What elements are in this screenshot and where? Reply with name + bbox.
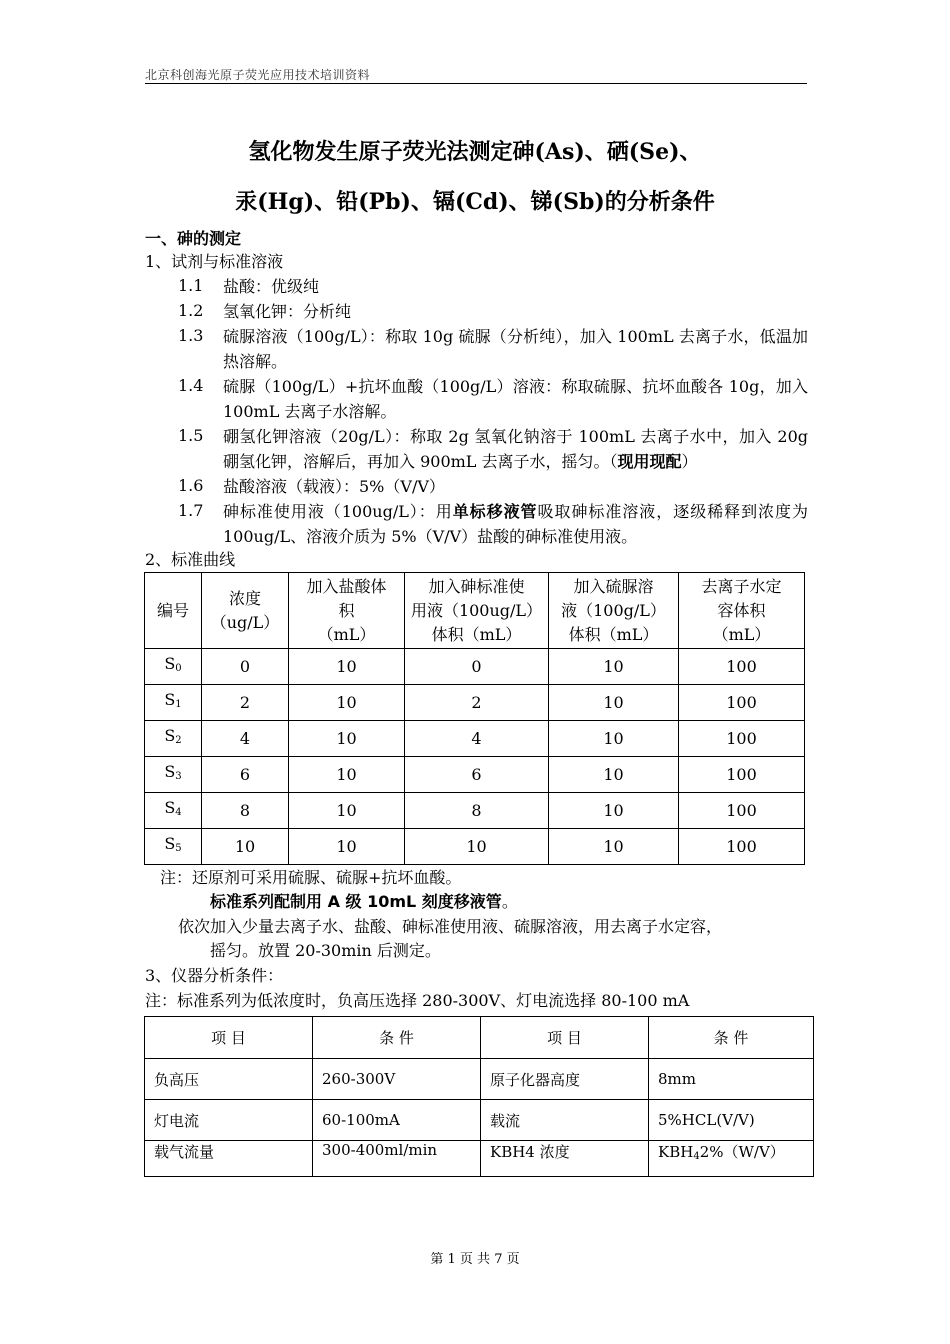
note-end: 。 xyxy=(501,892,518,911)
table-cell: 0 xyxy=(405,649,549,685)
subheading-calibration: 2、标准曲线 xyxy=(145,550,236,569)
table-cell: 灯电流 xyxy=(145,1100,313,1141)
header-cell xyxy=(679,573,805,649)
doc-title-line1: 氢化物发生原子荧光法测定砷(As)、硒(Se)、 xyxy=(248,139,702,165)
item-text-end: ） xyxy=(681,452,698,471)
table-cell: 260-300V xyxy=(313,1059,481,1100)
table-row xyxy=(145,649,805,685)
calibration-table xyxy=(144,572,805,865)
sample-index: 5 xyxy=(175,843,182,854)
item-text-1-7 xyxy=(223,499,808,549)
sample-id-cell xyxy=(145,685,202,721)
header-cell xyxy=(202,573,289,649)
table-cell: 10 xyxy=(289,685,405,721)
procedure-line1: 依次加入少量去离子水、盐酸、砷标准使用液、硫脲溶液，用去离子水定容， xyxy=(178,917,723,936)
table-cell: 100 xyxy=(679,649,805,685)
table-cell: 原子化器高度 xyxy=(481,1059,649,1100)
table-cell: 10 xyxy=(405,829,549,865)
table-cell: 10 xyxy=(202,829,289,865)
table-cell: 8 xyxy=(202,793,289,829)
item-text: 砷标准使用液（100ug/L）：用 xyxy=(223,502,453,521)
sample-index: 3 xyxy=(175,771,182,782)
table-cell: 100 xyxy=(679,757,805,793)
table-header-row xyxy=(145,573,805,649)
sample-letter: S xyxy=(164,690,176,709)
table-cell: 载流 xyxy=(481,1100,649,1141)
header-line: 去离子水定 xyxy=(701,576,782,596)
table-cell: 6 xyxy=(202,757,289,793)
item-text-1-5 xyxy=(223,424,808,474)
cell-text: KBH xyxy=(658,1143,694,1161)
item-text: 硼氢化钾溶液（20g/L）：称取 2g 氢氧化钠溶于 100mL 去离子水中，加入 20g 硼氢化钾，溶解后，再加入 900mL 去离子水，摇匀。（ xyxy=(223,427,808,471)
header-cell: 项 目 xyxy=(145,1017,313,1059)
item-number: 1.4 xyxy=(178,376,204,395)
sample-id-cell xyxy=(145,829,202,865)
sample-letter: S xyxy=(164,726,176,745)
table-row xyxy=(145,1059,814,1100)
table-cell: 10 xyxy=(549,721,679,757)
sample-index: 2 xyxy=(175,735,182,746)
table-cell: 100 xyxy=(679,829,805,865)
header-line: （mL） xyxy=(317,624,376,644)
table-cell: 10 xyxy=(289,649,405,685)
table-cell: 8 xyxy=(405,793,549,829)
item-text: 硫脲（100g/L）+抗坏血酸（100g/L）溶液：称取硫脲、抗坏血酸各 10g，加入 100mL 去离子水溶解。 xyxy=(223,377,808,421)
item-number: 1.1 xyxy=(178,276,204,295)
table-cell: 10 xyxy=(549,793,679,829)
sample-letter: S xyxy=(164,654,176,673)
header-cell: 条 件 xyxy=(649,1017,814,1059)
table-cell: 10 xyxy=(549,757,679,793)
sample-id-cell xyxy=(145,649,202,685)
cell-subscript: 4 xyxy=(693,1151,700,1162)
table-cell: 10 xyxy=(549,649,679,685)
sample-letter: S xyxy=(164,798,176,817)
item-text: 氢氧化钾：分析纯 xyxy=(223,302,352,321)
table-cell: 8mm xyxy=(649,1059,814,1100)
item-text: 盐酸溶液（载液）：5%（V/V） xyxy=(223,477,445,496)
header-cell: 编号 xyxy=(145,573,202,649)
header-line: 加入盐酸体 xyxy=(306,576,387,596)
table-row xyxy=(145,685,805,721)
emphasis-text: 单标移液管 xyxy=(452,502,538,521)
sample-index: 1 xyxy=(175,699,182,710)
header-line: 体积（mL） xyxy=(431,624,522,644)
item-number: 1.5 xyxy=(178,426,204,445)
header-line: 体积（mL） xyxy=(568,624,659,644)
table-row xyxy=(145,829,805,865)
page-footer: 第 1 页 共 7 页 xyxy=(430,1252,520,1267)
table-cell: 载气流量 xyxy=(145,1141,313,1177)
sample-index: 4 xyxy=(175,807,182,818)
sample-id-cell xyxy=(145,721,202,757)
header-cell xyxy=(549,573,679,649)
header-line: 用液（100ug/L） xyxy=(410,600,543,620)
sample-index: 0 xyxy=(175,663,182,674)
table-cell: 10 xyxy=(289,829,405,865)
header-line: 积 xyxy=(338,600,355,620)
item-number: 1.6 xyxy=(178,476,204,495)
table-cell: 0 xyxy=(202,649,289,685)
table-cell: 负高压 xyxy=(145,1059,313,1100)
table-cell: 4 xyxy=(405,721,549,757)
procedure-line2: 摇匀。放置 20-30min 后测定。 xyxy=(210,941,441,960)
note-reductant: 注：还原剂可采用硫脲、硫脲+抗坏血酸。 xyxy=(160,868,462,887)
subheading-reagents: 1、试剂与标准溶液 xyxy=(145,252,284,271)
table-cell: 10 xyxy=(549,685,679,721)
table-cell: 2 xyxy=(405,685,549,721)
table-header-row xyxy=(145,1017,814,1059)
cell-text: 2%（W/V） xyxy=(699,1143,785,1161)
table-cell: 100 xyxy=(679,721,805,757)
header-line: （mL） xyxy=(712,624,771,644)
table-cell: 10 xyxy=(289,721,405,757)
table-row xyxy=(145,757,805,793)
header-line: 加入砷标准使 xyxy=(428,576,525,596)
note-low-concentration: 注：标准系列为低浓度时，负高压选择 280-300V、灯电流选择 80-100 mA xyxy=(145,991,690,1010)
header-cell: 条 件 xyxy=(313,1017,481,1059)
item-text: 盐酸：优级纯 xyxy=(223,277,320,296)
item-number: 1.7 xyxy=(178,501,204,520)
table-cell: 5%HCL(V/V) xyxy=(649,1100,814,1141)
sample-id-cell xyxy=(145,757,202,793)
table-cell: 2 xyxy=(202,685,289,721)
item-number: 1.2 xyxy=(178,301,204,320)
table-cell: KBH4 浓度 xyxy=(481,1141,649,1177)
table-cell: 100 xyxy=(679,793,805,829)
table-cell: 6 xyxy=(405,757,549,793)
header-cell xyxy=(405,573,549,649)
item-text: 吸取砷标准溶液，逐级稀释到浓度为 100ug/L、溶液介质为 5%（V/V）盐酸的砷标准使用液。 xyxy=(223,502,808,546)
section-heading-arsenic: 一、砷的测定 xyxy=(145,229,242,248)
header-rule xyxy=(145,83,807,84)
instrument-conditions-table xyxy=(144,1016,814,1177)
doc-title-line2: 汞(Hg)、铅(Pb)、镉(Cd)、锑(Sb)的分析条件 xyxy=(235,189,715,215)
table-cell xyxy=(649,1141,814,1177)
header-line: 容体积 xyxy=(717,600,766,620)
note-pipette xyxy=(210,890,518,914)
table-row xyxy=(145,1100,814,1141)
page-header: 北京科创海光原子荧光应用技术培训资料 xyxy=(145,68,371,82)
sample-id-cell xyxy=(145,793,202,829)
header-line: 加入硫脲溶 xyxy=(573,576,654,596)
item-number: 1.3 xyxy=(178,326,204,345)
table-cell: 10 xyxy=(549,829,679,865)
item-text: 硫脲溶液（100g/L）：称取 10g 硫脲（分析纯），加入 100mL 去离子水，低温加热溶解。 xyxy=(223,327,808,371)
emphasis-text: 标准系列配制用 A 级 10mL 刻度移液管 xyxy=(210,892,502,911)
header-cell: 项 目 xyxy=(481,1017,649,1059)
header-line: 液（100g/L） xyxy=(561,600,666,620)
subheading-instrument: 3、仪器分析条件： xyxy=(145,966,284,985)
header-cell xyxy=(289,573,405,649)
emphasis-text: 现用现配 xyxy=(617,452,682,471)
table-cell: 100 xyxy=(679,685,805,721)
table-cell: 10 xyxy=(289,757,405,793)
table-row xyxy=(145,793,805,829)
table-row xyxy=(145,1141,814,1177)
table-cell: 300-400ml/min xyxy=(313,1141,481,1177)
table-cell: 60-100mA xyxy=(313,1100,481,1141)
table-cell: 10 xyxy=(289,793,405,829)
header-line: 浓度 xyxy=(228,588,261,608)
table-cell: 4 xyxy=(202,721,289,757)
table-row xyxy=(145,721,805,757)
header-line: （ug/L） xyxy=(210,612,280,632)
sample-letter: S xyxy=(164,834,176,853)
sample-letter: S xyxy=(164,762,176,781)
